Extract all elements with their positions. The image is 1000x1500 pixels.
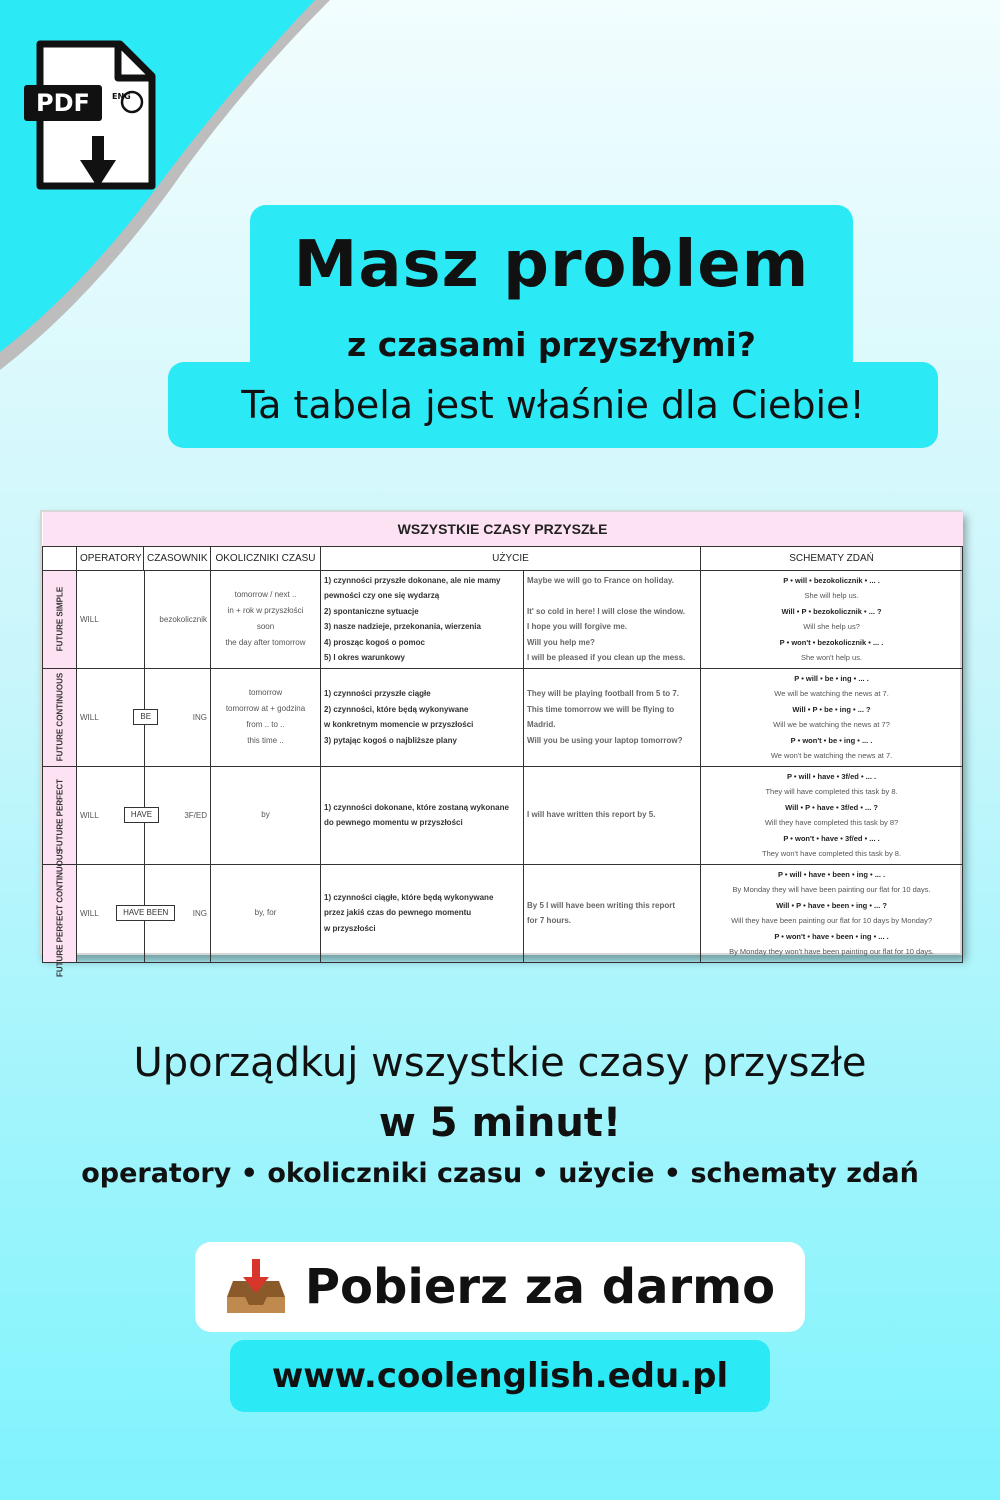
table-row bbox=[43, 570, 963, 668]
usage-cell-line: 1) czynności ciągłe, które będą wykonywane bbox=[324, 892, 494, 902]
schemas-cell-line: P • won't • have • been • ing • ... . bbox=[774, 931, 889, 941]
usage-cell-line: 3) pytając kogoś o najbliższe plany bbox=[324, 735, 457, 745]
time-expressions-cell-line: by, for bbox=[254, 908, 277, 917]
pdf-label: PDF bbox=[24, 85, 102, 121]
examples-cell-line: I will be pleased if you clean up the mess. bbox=[527, 653, 686, 662]
examples-cell-line: This time tomorrow we will be flying to bbox=[527, 704, 675, 714]
page-subtitle: z czasami przyszłymi? bbox=[347, 325, 756, 364]
usage-cell-line: przez jakiś czas do pewnego momentu bbox=[324, 908, 472, 918]
operator-will: WILL bbox=[80, 712, 99, 722]
schemas-cell-line: They won't have completed this task by 8. bbox=[762, 849, 902, 858]
schemas-cell-line: By Monday they will have been painting our flat for 10 days. bbox=[732, 885, 931, 894]
download-button-label: Pobierz za darmo bbox=[304, 1259, 776, 1315]
usage-cell bbox=[321, 668, 524, 766]
time-expressions-cell bbox=[211, 864, 321, 962]
time-expressions-cell-line: from .. to .. bbox=[246, 720, 285, 729]
schemas-cell-line: Will she help us? bbox=[803, 622, 860, 631]
usage-cell-line: 4) prosząc kogoś o pomoc bbox=[324, 637, 425, 647]
usage-cell-line: 5) I okres warunkowy bbox=[324, 653, 405, 662]
row-label-text: FUTURE SIMPLE bbox=[55, 586, 64, 652]
examples-cell bbox=[524, 668, 701, 766]
schemas-cell-line: We will be watching the news at 7. bbox=[774, 689, 889, 698]
time-expressions-cell-line: by bbox=[261, 810, 270, 819]
schemas-cell-line: P • will • bezokolicznik • ... . bbox=[783, 575, 880, 585]
schemas-cell-line: P • will • be • ing • ... . bbox=[794, 673, 869, 683]
time-expressions-cell-line: in + rok w przyszłości bbox=[227, 606, 304, 615]
usage-cell-line: 2) czynności, które będą wykonywane bbox=[324, 704, 469, 714]
schemas-cell-line: Will • P • have • 3f/ed • ... ? bbox=[785, 802, 878, 812]
operator-divider bbox=[144, 571, 145, 668]
table-row bbox=[43, 766, 963, 864]
page-title: Masz problem bbox=[293, 228, 810, 302]
promo-line-3: operatory • okoliczniki czasu • użycie • schematy zdań bbox=[81, 1158, 919, 1189]
tenses-table-preview bbox=[40, 510, 962, 977]
row-label bbox=[43, 570, 77, 668]
schemas-cell-line: P • won't • have • 3f/ed • ... . bbox=[783, 833, 880, 843]
schemas-cell-line: Will • P • bezokolicznik • ... ? bbox=[781, 606, 882, 616]
schemas-cell-line: Will they have completed this task by 8? bbox=[764, 818, 899, 827]
row-label bbox=[43, 849, 77, 977]
time-expressions-cell-line: tomorrow bbox=[248, 688, 283, 697]
col-header-time: OKOLICZNIKI CZASU bbox=[211, 546, 321, 570]
operators-cell bbox=[77, 766, 211, 864]
promo-line-2: w 5 minut! bbox=[378, 1100, 622, 1146]
schemas-cell bbox=[701, 668, 963, 766]
col-header-usage: UŻYCIE bbox=[321, 546, 701, 570]
time-expressions-cell-line: the day after tomorrow bbox=[225, 638, 306, 647]
examples-cell bbox=[524, 570, 701, 668]
operators-cell bbox=[77, 570, 211, 668]
schemas-cell-line: Will we be watching the news at 7? bbox=[773, 720, 890, 729]
schemas-cell-line: Will they have been painting our flat for 10 days by Monday? bbox=[731, 916, 933, 925]
schemas-cell-line: We won't be watching the news at 7. bbox=[770, 751, 893, 760]
schemas-cell-line: By Monday they won't have been painting our flat for 10 days. bbox=[729, 947, 934, 956]
schemas-cell bbox=[701, 766, 963, 864]
operator-box: HAVE bbox=[124, 807, 159, 823]
examples-cell-line: Will you be using your laptop tomorrow? bbox=[527, 735, 683, 745]
operator-box: BE bbox=[133, 709, 158, 725]
download-button[interactable] bbox=[195, 1242, 805, 1332]
schemas-cell-line: P • won't • bezokolicznik • ... . bbox=[779, 637, 884, 647]
usage-cell-line: 3) nasze nadzieje, przekonania, wierzenia bbox=[324, 622, 481, 631]
usage-cell-line: 1) czynności przyszłe ciągłe bbox=[324, 689, 431, 698]
page-tagline: Ta tabela jest właśnie dla Ciebie! bbox=[241, 383, 865, 427]
operator-will: WILL bbox=[80, 908, 99, 918]
examples-cell-line: I hope you will forgive me. bbox=[527, 622, 628, 631]
usage-cell bbox=[321, 766, 524, 864]
usage-cell bbox=[321, 570, 524, 668]
usage-cell-line: do pewnego momentu w przyszłości bbox=[324, 818, 463, 827]
usage-cell-line: pewności czy one się wydarzą bbox=[324, 591, 440, 600]
col-header-verb: CZASOWNIK bbox=[144, 546, 211, 570]
operator-suffix: 3F/ED bbox=[184, 810, 207, 820]
promo-line-1: Uporządkuj wszystkie czasy przyszłe bbox=[133, 1040, 867, 1086]
schemas-cell-line: P • will • have • 3f/ed • ... . bbox=[786, 771, 877, 781]
operator-box: HAVE BEEN bbox=[116, 905, 175, 921]
row-label-text: FUTURE PERFECT bbox=[55, 779, 64, 851]
examples-cell-line: It' so cold in here! I will close the window. bbox=[527, 606, 686, 616]
usage-cell-line: w konkretnym momencie w przyszłości bbox=[324, 720, 474, 729]
examples-cell-line: for 7 hours. bbox=[527, 916, 572, 925]
usage-cell-line: 1) czynności dokonane, które zostaną wykonane bbox=[324, 802, 509, 812]
pdf-download-icon[interactable] bbox=[20, 40, 160, 195]
operators-cell bbox=[77, 668, 211, 766]
usage-cell-line: w przyszłości bbox=[324, 923, 376, 933]
examples-cell bbox=[524, 864, 701, 962]
brand-mini-logo: ENG bbox=[112, 92, 131, 101]
schemas-cell bbox=[701, 864, 963, 962]
usage-cell-line: 1) czynności przyszłe dokonane, ale nie mamy bbox=[324, 575, 501, 585]
operators-cell bbox=[77, 864, 211, 962]
schemas-cell-line: They will have completed this task by 8. bbox=[765, 787, 898, 796]
row-label-text: FUTURE CONTINUOUS bbox=[55, 672, 64, 762]
usage-cell bbox=[321, 864, 524, 962]
time-expressions-cell bbox=[211, 570, 321, 668]
time-expressions-cell bbox=[211, 766, 321, 864]
schemas-cell-line: She won't help us. bbox=[801, 653, 863, 662]
schemas-cell-line: Will • P • be • ing • ... ? bbox=[792, 704, 871, 714]
operator-suffix: ING bbox=[192, 712, 207, 722]
time-expressions-cell bbox=[211, 668, 321, 766]
table-title: WSZYSTKIE CZASY PRZYSZŁE bbox=[43, 512, 963, 546]
inbox-tray-icon bbox=[225, 1259, 287, 1315]
table-corner bbox=[43, 546, 77, 570]
col-header-schemas: SCHEMATY ZDAŃ bbox=[701, 546, 963, 570]
examples-cell-line: They will be playing football from 5 to 7. bbox=[527, 689, 680, 698]
time-expressions-cell-line: soon bbox=[256, 622, 275, 631]
website-url[interactable]: www.coolenglish.edu.pl bbox=[230, 1340, 770, 1412]
row-label-text: FUTURE PERFECT CONTINUOUS bbox=[55, 849, 64, 977]
table-row bbox=[43, 668, 963, 766]
schemas-cell bbox=[701, 570, 963, 668]
examples-cell-line: I will have written this report by 5. bbox=[527, 810, 656, 820]
examples-cell-line: By 5 I will have been writing this report bbox=[527, 900, 676, 910]
schemas-cell-line: P • will • have • been • ing • ... . bbox=[777, 869, 886, 879]
examples-cell-line: Will you help me? bbox=[527, 637, 595, 647]
operator-will: WILL bbox=[80, 614, 99, 624]
operator-suffix: bezokolicznik bbox=[159, 614, 207, 624]
table-row bbox=[43, 864, 963, 962]
time-expressions-cell-line: this time .. bbox=[247, 736, 284, 745]
time-expressions-cell-line: tomorrow at + godzina bbox=[225, 704, 306, 713]
operator-will: WILL bbox=[80, 810, 99, 820]
examples-cell-line: Maybe we will go to France on holiday. bbox=[527, 575, 674, 585]
schemas-cell-line: P • won't • be • ing • ... . bbox=[790, 735, 873, 745]
usage-cell-line: 2) spontaniczne sytuacje bbox=[324, 606, 419, 616]
examples-cell-line: Madrid. bbox=[527, 720, 556, 729]
operator-suffix: ING bbox=[192, 908, 207, 918]
col-header-operators: OPERATORY bbox=[77, 546, 144, 570]
time-expressions-cell-line: tomorrow / next .. bbox=[234, 590, 297, 599]
examples-cell bbox=[524, 766, 701, 864]
examples-cell-line bbox=[527, 588, 697, 604]
row-label bbox=[43, 668, 77, 766]
schemas-cell-line: Will • P • have • been • ing • ... ? bbox=[776, 900, 887, 910]
schemas-cell-line: She will help us. bbox=[804, 591, 859, 600]
